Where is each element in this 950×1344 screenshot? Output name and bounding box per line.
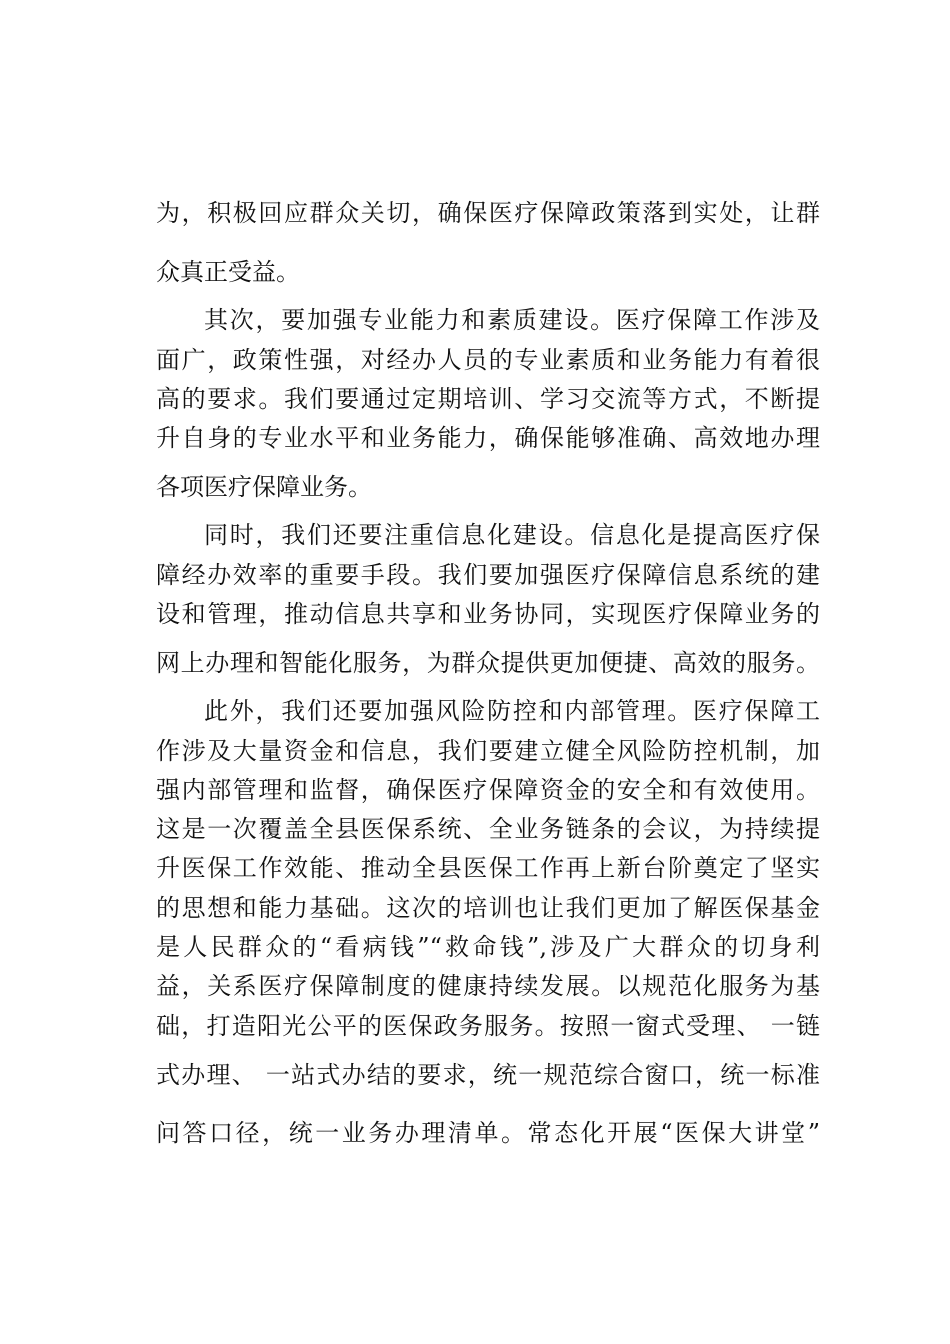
paragraph-first-line: 其次，要加强专业能力和素质建设。医疗保障工作涉及 xyxy=(204,306,820,334)
text-line-7: 各项医疗保障业务。 xyxy=(156,473,372,501)
text-line-5: 高的要求。我们要通过定期培训、学习交流等方式，不断提 xyxy=(156,385,820,413)
text-line-15: 这是一次覆盖全县医保系统、全业务链条的会议，为持续提 xyxy=(156,815,820,843)
text-line-6: 升自身的专业水平和业务能力，确保能够准确、高效地办理 xyxy=(156,424,820,452)
text-line-2: 众真正受益。 xyxy=(156,258,300,286)
text-line-16: 升医保工作效能、推动全县医保工作再上新台阶奠定了坚实 xyxy=(156,854,820,882)
paragraph-first-line: 此外，我们还要加强风险防控和内部管理。医疗保障工 xyxy=(204,697,820,725)
text-line-14: 强内部管理和监督，确保医疗保障资金的安全和有效使用。 xyxy=(156,776,820,804)
text-line-4: 面广，政策性强，对经办人员的专业素质和业务能力有着很 xyxy=(156,346,820,374)
text-line-22: 问答口径，统一业务办理清单。常态化开展“医保大讲堂” xyxy=(156,1119,820,1147)
text-line-11: 网上办理和智能化服务，为群众提供更加便捷、高效的服务。 xyxy=(156,649,820,677)
text-line-20: 础，打造阳光公平的医保政务服务。按照一窗式受理、 一链 xyxy=(156,1012,820,1040)
paragraph-first-line: 同时，我们还要注重信息化建设。信息化是提高医疗保 xyxy=(204,521,820,549)
text-line-10: 设和管理，推动信息共享和业务协同，实现医疗保障业务的 xyxy=(156,600,820,628)
text-line-13: 作涉及大量资金和信息，我们要建立健全风险防控机制，加 xyxy=(156,737,820,765)
text-line-17: 的思想和能力基础。这次的培训也让我们更加了解医保基金 xyxy=(156,894,820,922)
text-line-21: 式办理、 一站式办结的要求，统一规范综合窗口，统一标准 xyxy=(156,1061,820,1089)
text-line-18: 是人民群众的“看病钱”“救命钱”,涉及广大群众的切身利 xyxy=(156,933,820,961)
text-line-1: 为，积极回应群众关切，确保医疗保障政策落到实处，让群 xyxy=(156,199,820,227)
text-line-19: 益，关系医疗保障制度的健康持续发展。以规范化服务为基 xyxy=(156,972,820,1000)
text-line-9: 障经办效率的重要手段。我们要加强医疗保障信息系统的建 xyxy=(156,561,820,589)
